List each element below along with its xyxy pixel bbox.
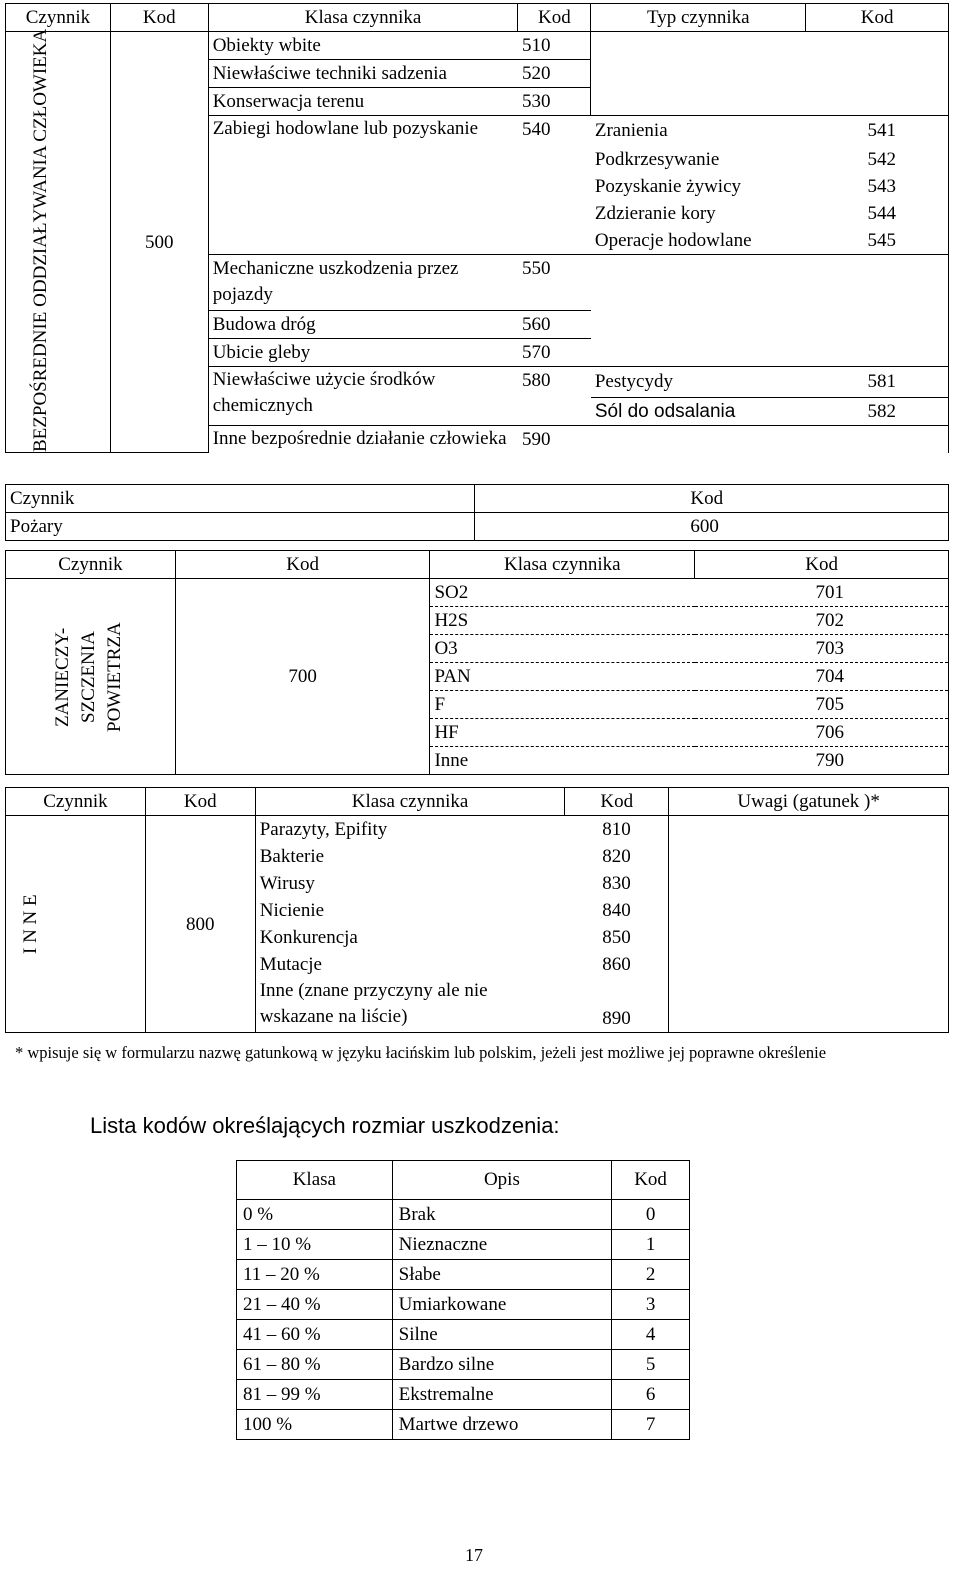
header-kod: Kod (175, 551, 430, 579)
typ-cell: Zdzieranie kory (594, 202, 716, 224)
opis-cell: Silne (392, 1320, 612, 1350)
typ-cell: Pozyskanie żywicy (594, 175, 741, 197)
typ-cell: Pestycydy (591, 366, 806, 397)
list-title: Lista kodów określających rozmiar uszkodzenia: (90, 1113, 560, 1138)
table-row (6, 32, 949, 60)
kod-cell: 705 (695, 691, 949, 719)
kod-cell: 570 (518, 338, 591, 366)
kod-cell: 701 (695, 579, 949, 607)
table-direct-human-impact (5, 3, 949, 453)
opis-cell: Słabe (392, 1260, 612, 1290)
opis-cell: Ekstremalne (392, 1380, 612, 1410)
header-czynnik: Czynnik (6, 551, 176, 579)
klasa-cell: 100 % (237, 1410, 393, 1440)
table-fires (5, 484, 949, 541)
header-kod: Kod (565, 788, 669, 816)
kod-cell: 5 (612, 1350, 690, 1380)
kod-cell: 830 (602, 873, 631, 894)
group-label-cell (6, 816, 146, 1033)
header-kod: Kod (145, 788, 255, 816)
header-uwagi: Uwagi (gatunek )* (669, 788, 949, 816)
klasa-cell: Mechaniczne uszkodzenia przez pojazdy (208, 254, 518, 310)
klasa-cell: PAN (430, 663, 695, 691)
kod-cell: 790 (695, 747, 949, 775)
klasa-cell: Obiekty wbite (208, 32, 518, 60)
klasa-cell: Wirusy (259, 873, 315, 894)
klasa-cell: Konserwacja terenu (208, 88, 518, 116)
table-row (237, 1380, 690, 1410)
header-czynnik: Czynnik (6, 4, 111, 32)
klasa-cell: Niewłaściwe użycie środków chemicznych (208, 366, 518, 425)
klasa-cell: 1 – 10 % (237, 1230, 393, 1260)
klasa-cell: Bakterie (259, 846, 325, 867)
table-row (237, 1260, 690, 1290)
header-klasa: Klasa czynnika (255, 788, 565, 816)
header-kod: Kod (110, 4, 208, 32)
typ-kod-cell: 582 (806, 397, 949, 425)
table-row (237, 1230, 690, 1260)
table-row (237, 1320, 690, 1350)
opis-cell: Martwe drzewo (392, 1410, 612, 1440)
header-typ: Typ czynnika (591, 4, 806, 32)
klasa-cell: F (430, 691, 695, 719)
header-kod: Kod (695, 551, 949, 579)
table-row (6, 513, 949, 541)
table-row (6, 579, 949, 607)
klasa-cell: 41 – 60 % (237, 1320, 393, 1350)
table-other-factors (5, 787, 949, 1033)
kod-cell: 850 (602, 927, 631, 948)
czynnik-cell: Pożary (6, 513, 475, 541)
header-kod: Kod (806, 4, 949, 32)
klasa-cell: Inne (430, 747, 695, 775)
kod-cell: 4 (612, 1320, 690, 1350)
kod-cell: 530 (518, 88, 591, 116)
klasa-cell: Nicienie (259, 900, 325, 921)
kod-cell: 540 (518, 116, 591, 255)
kod-cell: 706 (695, 719, 949, 747)
kod-cell: 520 (518, 60, 591, 88)
klasa-cell: HF (430, 719, 695, 747)
klasa-cell: Mutacje (259, 954, 322, 975)
footnote: * wpisuje się w formularzu nazwę gatunkową w języku łacińskim lub polskim, jeżeli jest możliwe jej poprawne określenie (15, 1043, 827, 1062)
klasa-cell: Inne (znane przyczyny ale nie wskazane na liściе) (255, 978, 565, 1033)
opis-cell: Nieznaczne (392, 1230, 612, 1260)
kod-cell: 590 (518, 425, 591, 453)
group-code: 800 (145, 816, 255, 1033)
typ-cell: Operacje hodowlane (594, 229, 752, 251)
klasa-cell: Budowa dróg (208, 310, 518, 338)
header-klasa: Klasa czynnika (430, 551, 695, 579)
typ-kod-cell: 542 (806, 146, 949, 173)
header-czynnik: Czynnik (6, 485, 475, 513)
typ-kod-cell: 545 (806, 227, 949, 255)
klasa-cell: 11 – 20 % (237, 1260, 393, 1290)
header-czynnik: Czynnik (6, 788, 146, 816)
typ-kod-cell: 543 (806, 173, 949, 200)
kod-cell: 702 (695, 607, 949, 635)
table-damage-size-codes (236, 1160, 690, 1440)
kod-cell: 890 (565, 978, 669, 1033)
table-header-row (6, 4, 949, 32)
kod-cell: 3 (612, 1290, 690, 1320)
group-label: I N N E (20, 894, 41, 954)
typ-cell: Zranienia (591, 116, 806, 146)
klasa-cell: Konkurencja (259, 927, 358, 948)
table-header-row (6, 551, 949, 579)
klasa-cell: 0 % (237, 1200, 393, 1230)
klasa-cell: Zabiegi hodowlane lub pozyskanie (208, 116, 518, 255)
klasa-cell: SO2 (430, 579, 695, 607)
klasa-cell: O3 (430, 635, 695, 663)
klasa-cell: 61 – 80 % (237, 1350, 393, 1380)
klasa-cell: Ubicie gleby (208, 338, 518, 366)
klasa-cell: 81 – 99 % (237, 1380, 393, 1410)
group-label: BEZPOŚREDNIE ODDZIAŁYWANIA CZŁOWIEKA (29, 28, 51, 452)
header-kod: Kod (518, 4, 591, 32)
kod-cell: 810 (602, 819, 631, 840)
table-row (237, 1200, 690, 1230)
kod-cell: 860 (602, 954, 631, 975)
table-row (237, 1410, 690, 1440)
table-row (237, 1290, 690, 1320)
opis-cell: Bardzo silne (392, 1350, 612, 1380)
group-label-cell (6, 579, 176, 775)
typ-cell: Podkrzesywanie (594, 148, 720, 170)
klasa-cell: Niewłaściwe techniki sadzenia (208, 60, 518, 88)
group-label: ZANIECZY-SZCZENIA POWIETRZA (52, 621, 126, 732)
kod-cell: 0 (612, 1200, 690, 1230)
klasa-cell: Inne bezpośrednie działanie człowieka (208, 425, 518, 453)
page-number: 17 (465, 1545, 483, 1565)
header-kod: Kod (475, 485, 949, 513)
klasa-cell: Parazyty, Epifity (259, 819, 388, 840)
opis-cell: Umiarkowane (392, 1290, 612, 1320)
kod-cell: 1 (612, 1230, 690, 1260)
kod-cell: 560 (518, 310, 591, 338)
kod-cell: 600 (475, 513, 949, 541)
kod-cell: 6 (612, 1380, 690, 1410)
group-code: 500 (110, 32, 208, 453)
typ-kod-cell: 541 (806, 116, 949, 146)
opis-cell: Brak (392, 1200, 612, 1230)
typ-kod-cell: 581 (806, 366, 949, 397)
table-row (6, 816, 949, 844)
kod-cell: 7 (612, 1410, 690, 1440)
klasa-cell: 21 – 40 % (237, 1290, 393, 1320)
header-opis: Opis (392, 1161, 612, 1200)
kod-cell: 704 (695, 663, 949, 691)
kod-cell: 2 (612, 1260, 690, 1290)
klasa-cell: H2S (430, 607, 695, 635)
header-kod: Kod (612, 1161, 690, 1200)
group-label-cell (6, 28, 111, 453)
table-row (237, 1350, 690, 1380)
kod-cell: 550 (518, 254, 591, 310)
kod-cell: 510 (518, 32, 591, 60)
typ-kod-cell: 544 (806, 200, 949, 227)
table-header-row (237, 1161, 690, 1200)
group-code: 700 (175, 579, 430, 775)
table-air-pollution (5, 550, 949, 775)
kod-cell: 820 (602, 846, 631, 867)
kod-cell: 703 (695, 635, 949, 663)
table-header-row (6, 485, 949, 513)
kod-cell: 840 (602, 900, 631, 921)
table-header-row (6, 788, 949, 816)
kod-cell: 580 (518, 366, 591, 425)
header-klasa: Klasa (237, 1161, 393, 1200)
header-klasa: Klasa czynnika (208, 4, 518, 32)
typ-cell: Sól do odsalania (591, 397, 806, 425)
